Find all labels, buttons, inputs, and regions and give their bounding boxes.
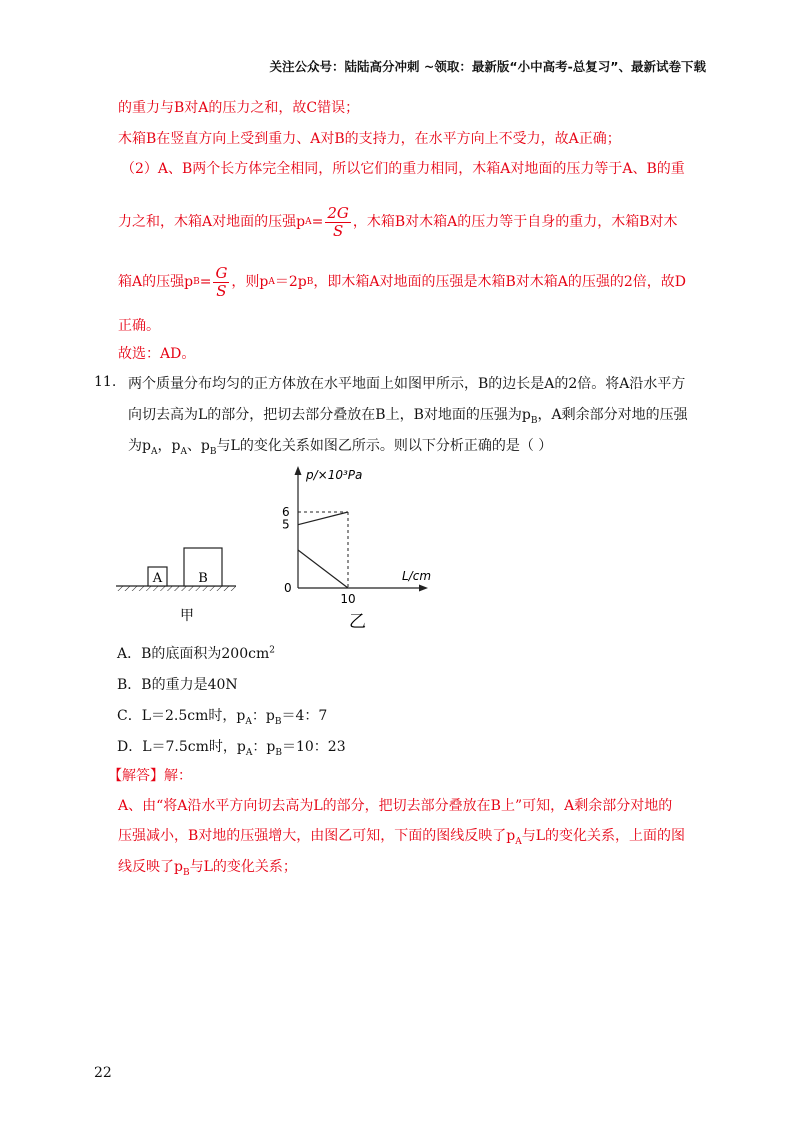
solution-answer: 故选：AD。 [118,346,196,362]
text-segment: ，p [157,438,181,454]
text-segment: p [174,859,183,875]
solution-line [118,826,708,852]
y-tick-label: 6 [282,505,290,519]
x-axis-arrow [419,585,428,592]
fraction [213,265,229,300]
text-segment: 与L的变化关系； [189,859,297,875]
solution-line: （2）A、B两个长方体完全相同，所以它们的重力相同，木箱A对地面的压力等于A、B的重 [121,161,685,177]
text-segment: ＝2p [274,274,307,290]
text-segment: C．L＝2.5cm时，p [117,708,246,724]
origin-label: 0 [284,581,292,595]
text-segment: A．B的底面积为200cm [117,646,270,662]
numerator: 2G [327,203,349,222]
option-d [117,736,346,758]
solution-line [118,857,708,883]
text-segment: = [311,214,324,230]
y-axis-arrow [295,466,302,475]
page-header: 关注公众号：陆陆高分冲刺 ~领取：最新版“小中高考-总复习”、最新试卷下载 [269,59,706,74]
subscript: B [209,446,217,457]
text-segment: ，即木箱A对地面的压强是木箱B对木箱A的压强的2倍，故D [313,274,687,290]
denominator: S [216,281,227,300]
solution-title: 【解答】 [108,768,164,784]
fraction [325,205,351,240]
figure-caption: 乙 [349,612,366,632]
x-axis-label: L/cm [402,569,432,583]
subscript: B [182,867,190,878]
subscript: B [306,277,314,287]
solution-line: 的重力与B对A的压力之和，故C错误； [118,100,360,116]
subscript: A [515,836,522,847]
denominator: S [332,221,344,240]
text-segment: ：p [251,708,275,724]
text-segment: ，A剩余部分对地的压强 [537,407,688,423]
option-b: B．B的重力是40N [117,677,238,693]
series-line-pa [298,550,348,588]
solution-line: A、由“将A沿水平方向切去高为L的部分，把切去部分叠放在B上”可知，A剩余部分对地的 [118,798,673,814]
subscript: A [180,446,187,457]
text-segment: 线反映了 [118,859,174,875]
figure-caption: 甲 [180,608,194,624]
solution-line-formula-pa [118,202,708,242]
subscript: A [245,716,252,727]
solution-line: 木箱B在竖直方向上受到重力、A对B的支持力，在水平方向上不受力，故A正确； [118,131,621,147]
subscript: B [530,415,538,426]
numerator: G [215,263,228,282]
option-c [117,705,327,727]
series-line-pb [298,512,348,525]
x-tick-label: 10 [340,592,356,606]
question-line [128,405,708,431]
text-segment: ，木箱B对木箱A的压力等于自身的重力，木箱B对木 [352,214,678,230]
text-segment: 向切去高为L的部分，把切去部分叠放在B上，B对地面的压强为p [128,407,531,423]
text-segment: ，则p [231,274,269,290]
text-segment: 箱A的压强p [118,274,194,290]
text-segment: ＝10：23 [281,739,346,755]
text-segment: ＝4：7 [281,708,328,724]
superscript: 2 [269,645,275,656]
page-number: 22 [94,1065,112,1081]
ground-hatch [116,586,236,591]
solution-line: 正确。 [118,318,160,334]
figure-jia [112,540,242,630]
y-axis-label: p/×10³Pa [306,468,363,482]
text-segment: 压强减小，B对地的压强增大，由图乙可知，下面的图线反映了 [118,828,507,844]
question-line [128,436,708,462]
figure-yi-chart [278,462,448,637]
subscript: A [305,217,312,227]
y-tick-label: 5 [282,517,290,532]
cube-a-label: A [152,571,163,586]
text-segment: 力之和，木箱A对地面的压强p [118,214,306,230]
text-segment: D．L＝7.5cm时，p [117,739,246,755]
text-segment: 与L的变化关系，上面的图 [521,828,686,844]
subscript: B [193,277,200,287]
cube-b-label: B [198,571,208,586]
solution-title-suffix: 解： [164,768,192,784]
option-a [117,643,275,663]
subscript: A [268,277,275,287]
subscript: B [275,747,282,758]
solution-heading [108,766,708,786]
question-number: 11. [94,374,117,390]
solution-line-formula-pb [118,262,708,302]
text-segment: 与L的变化关系如图乙所示。则以下分析正确的是（ ） [216,438,553,454]
text-segment: 、p [186,438,210,454]
text-segment: p [506,828,516,844]
subscript: A [150,446,158,457]
text-segment: 为p [128,438,151,454]
question-line: 两个质量分布均匀的正方体放在水平地面上如图甲所示，B的边长是A的2倍。将A沿水平方 [128,376,686,392]
subscript: B [274,716,282,727]
subscript: A [245,747,253,758]
text-segment: ：p [252,739,276,755]
text-segment: = [199,274,212,290]
